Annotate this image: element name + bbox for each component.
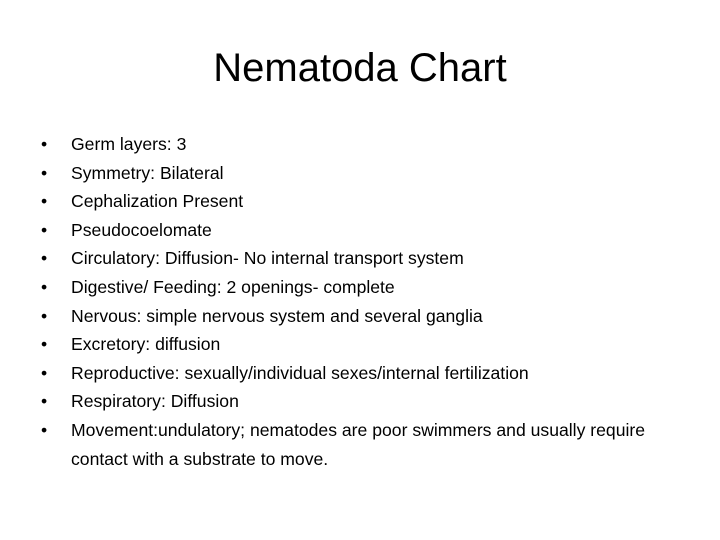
bullet-icon: •: [41, 391, 48, 412]
slide-title: Nematoda Chart: [213, 46, 507, 90]
bullet-icon: •: [41, 248, 48, 269]
list-item: [41, 330, 681, 359]
list-item-text: Movement:undulatory; nematodes are poor swimmers and usually require contact with a substrate to move.: [71, 419, 646, 469]
bullet-icon: •: [41, 162, 48, 183]
bullet-icon: •: [41, 219, 48, 240]
bullet-list: [41, 130, 681, 473]
list-item: [41, 187, 681, 216]
list-item-text: Symmetry: Bilateral: [71, 162, 224, 183]
bullet-icon: •: [41, 305, 48, 326]
list-item-text: Excretory: diffusion: [71, 334, 221, 355]
list-item: [41, 159, 681, 188]
bullet-icon: •: [41, 191, 48, 212]
list-item-text: Pseudocoelomate: [71, 219, 212, 240]
list-item-text: Germ layers: 3: [71, 134, 187, 154]
list-item-text: Circulatory: Diffusion- No internal transport system: [71, 248, 464, 269]
list-item: [41, 387, 681, 416]
bullet-icon: •: [41, 134, 48, 154]
list-item: [41, 359, 681, 388]
bullet-icon: •: [41, 334, 48, 355]
list-item: [41, 273, 681, 302]
list-item: [41, 216, 681, 245]
list-item-text: Nervous: simple nervous system and several ganglia: [71, 305, 483, 326]
list-item: [41, 416, 681, 473]
bullet-icon: •: [41, 362, 48, 383]
list-item-text: Cephalization Present: [71, 191, 244, 212]
list-item-text: Respiratory: Diffusion: [71, 391, 239, 412]
list-item: [41, 244, 681, 273]
list-item: [41, 302, 681, 331]
list-item: [41, 130, 681, 159]
bullet-icon: •: [41, 276, 48, 297]
list-item-text: Digestive/ Feeding: 2 openings- complete: [71, 276, 395, 297]
list-item-text: Reproductive: sexually/individual sexes/internal fertilization: [71, 362, 529, 383]
bullet-icon: •: [41, 419, 48, 440]
